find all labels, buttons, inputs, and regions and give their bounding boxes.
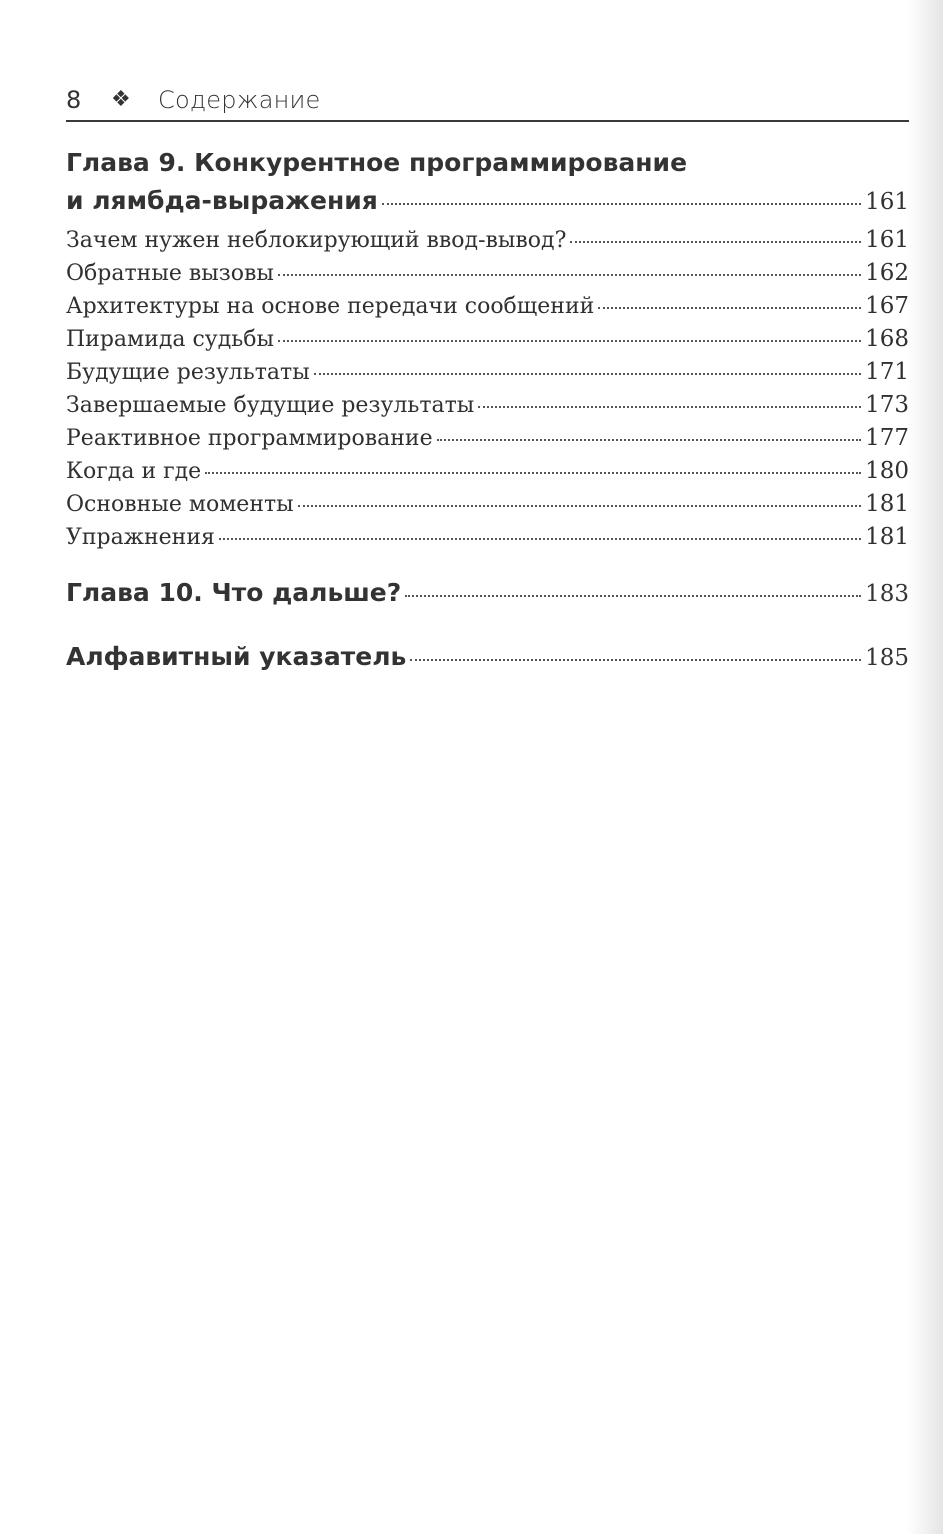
dot-leader — [437, 439, 861, 441]
section-page: 168 — [865, 326, 909, 352]
dot-leader — [314, 373, 861, 375]
toc-entry-section[interactable] — [66, 491, 909, 517]
section-page: 161 — [865, 227, 909, 253]
toc-entry-section[interactable] — [66, 392, 909, 418]
toc-entry-chapter-9[interactable] — [66, 186, 909, 215]
section-label: Реактивное программирование — [66, 426, 433, 451]
dot-leader — [598, 307, 861, 309]
dot-leader — [278, 274, 861, 276]
section-label: Когда и где — [66, 459, 202, 484]
section-label: Пирамида судьбы — [66, 327, 275, 352]
chapter-9-title-line2: и лямбда-выражения — [66, 186, 378, 215]
section-label: Зачем нужен неблокирующий ввод-вывод? — [66, 228, 567, 253]
section-page: 171 — [865, 359, 909, 385]
index-title: Алфавитный указатель — [66, 642, 407, 671]
section-label: Будущие результаты — [66, 360, 310, 385]
toc-entry-section[interactable] — [66, 227, 909, 253]
section-page: 162 — [865, 260, 909, 286]
ornament-icon: ❖ — [111, 87, 131, 112]
toc-entry-section[interactable] — [66, 359, 909, 385]
section-label: Архитектуры на основе передачи сообщений — [66, 294, 595, 319]
section-page: 167 — [865, 293, 909, 319]
running-head — [66, 80, 909, 122]
toc-entry-section[interactable] — [66, 326, 909, 352]
section-page: 180 — [865, 458, 909, 484]
dot-leader — [405, 595, 861, 597]
chapter-9-title-line1: Глава 9. Конкурентное программирование — [66, 148, 688, 177]
chapter-10-title: Глава 10. Что дальше? — [66, 578, 402, 607]
toc-entry-section[interactable] — [66, 425, 909, 451]
dot-leader — [205, 472, 861, 474]
dot-leader — [298, 505, 861, 507]
toc-entry-index[interactable] — [66, 642, 909, 671]
section-page: 181 — [865, 491, 909, 517]
toc-entry-section[interactable] — [66, 458, 909, 484]
running-head-title: Содержание — [158, 86, 321, 114]
section-label: Основные моменты — [66, 492, 294, 517]
section-label: Обратные вызовы — [66, 261, 274, 286]
page-edge-shadow — [907, 0, 943, 1534]
page-number: 8 — [66, 86, 82, 114]
dot-leader — [570, 241, 861, 243]
toc-entry-section[interactable] — [66, 293, 909, 319]
dot-leader — [219, 538, 861, 540]
section-label: Завершаемые будущие результаты — [66, 393, 475, 418]
chapter-10-page: 183 — [865, 581, 909, 607]
toc-entry-section[interactable] — [66, 260, 909, 286]
section-page: 181 — [865, 524, 909, 550]
toc-entry-section[interactable] — [66, 524, 909, 550]
dot-leader — [278, 340, 861, 342]
dot-leader — [410, 659, 861, 661]
dot-leader — [382, 203, 861, 205]
dot-leader — [478, 406, 861, 408]
index-page: 185 — [865, 645, 909, 671]
section-label: Упражнения — [66, 525, 215, 550]
section-page: 173 — [865, 392, 909, 418]
chapter-9-page: 161 — [865, 189, 909, 215]
toc-entry-chapter-10[interactable] — [66, 578, 909, 607]
section-page: 177 — [865, 425, 909, 451]
